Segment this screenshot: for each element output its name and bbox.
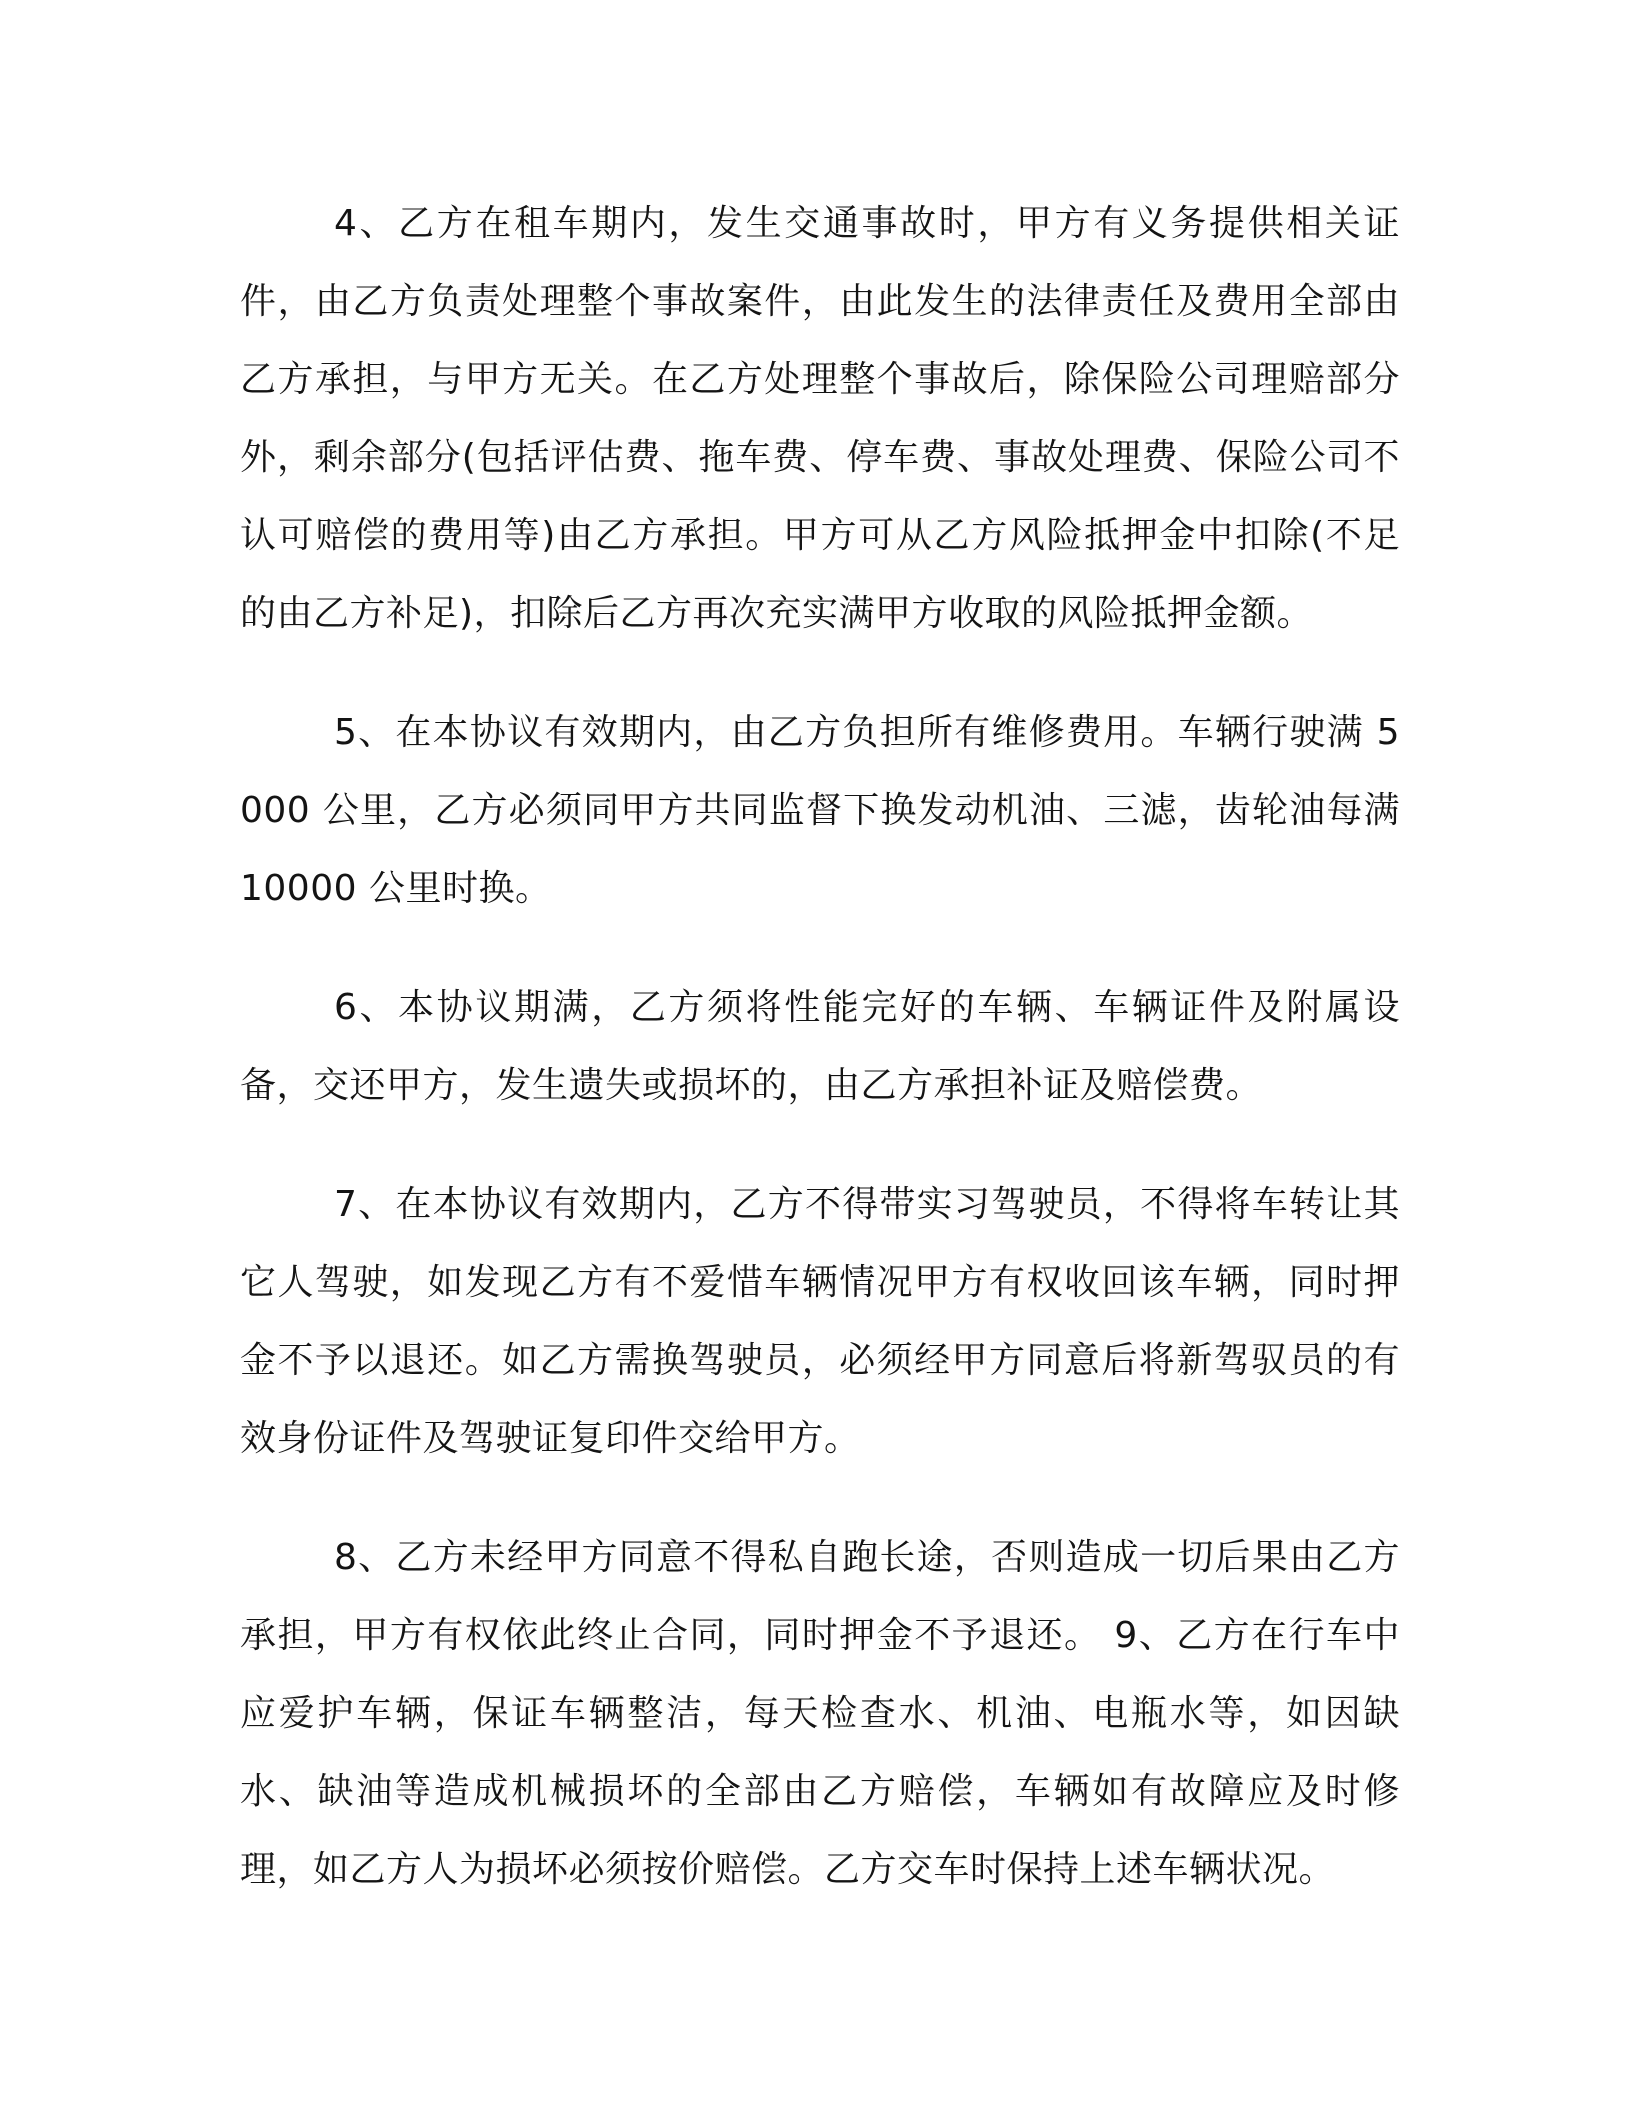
clause-7-paragraph: 7、在本协议有效期内，乙方不得带实习驾驶员，不得将车转让其它人驾驶，如发现乙方有不爱惜车辆情况甲方有权收回该车辆，同时押金不予以退还。如乙方需换驾驶员，必须经甲方同意后将新驾驭员的有效身份证件及驾驶证复印件交给甲方。 [240,1184,1400,1459]
document-body [240,185,1400,1950]
clause-5-paragraph: 5、在本协议有效期内，由乙方负担所有维修费用。车辆行驶满 5000 公里，乙方必须同甲方共同监督下换发动机油、三滤，齿轮油每满 10000 公里时换。 [240,712,1400,909]
clause-4-paragraph: 4、乙方在租车期内，发生交通事故时，甲方有义务提供相关证件，由乙方负责处理整个事故案件，由此发生的法律责任及费用全部由乙方承担，与甲方无关。在乙方处理整个事故后，除保险公司理赔部分外，剩余部分(包括评估费、拖车费、停车费、事故处理费、保险公司不认可赔偿的费用等)由乙方承担。甲方可从乙方风险抵押金中扣除(不足的由乙方补足)，扣除后乙方再次充实满甲方收取的风险抵押金额。 [240,203,1400,634]
clause-6-paragraph: 6、本协议期满，乙方须将性能完好的车辆、车辆证件及附属设备，交还甲方，发生遗失或损坏的，由乙方承担补证及赔偿费。 [240,987,1400,1106]
clause-8-9-paragraph: 8、乙方未经甲方同意不得私自跑长途，否则造成一切后果由乙方承担，甲方有权依此终止合同，同时押金不予退还。 9、乙方在行车中应爱护车辆，保证车辆整洁，每天检查水、机油、电瓶水等，如因缺水、缺油等造成机械损坏的全部由乙方赔偿，车辆如有故障应及时修理，如乙方人为损坏必须按价赔偿。乙方交车时保持上述车辆状况。 [240,1537,1400,1890]
